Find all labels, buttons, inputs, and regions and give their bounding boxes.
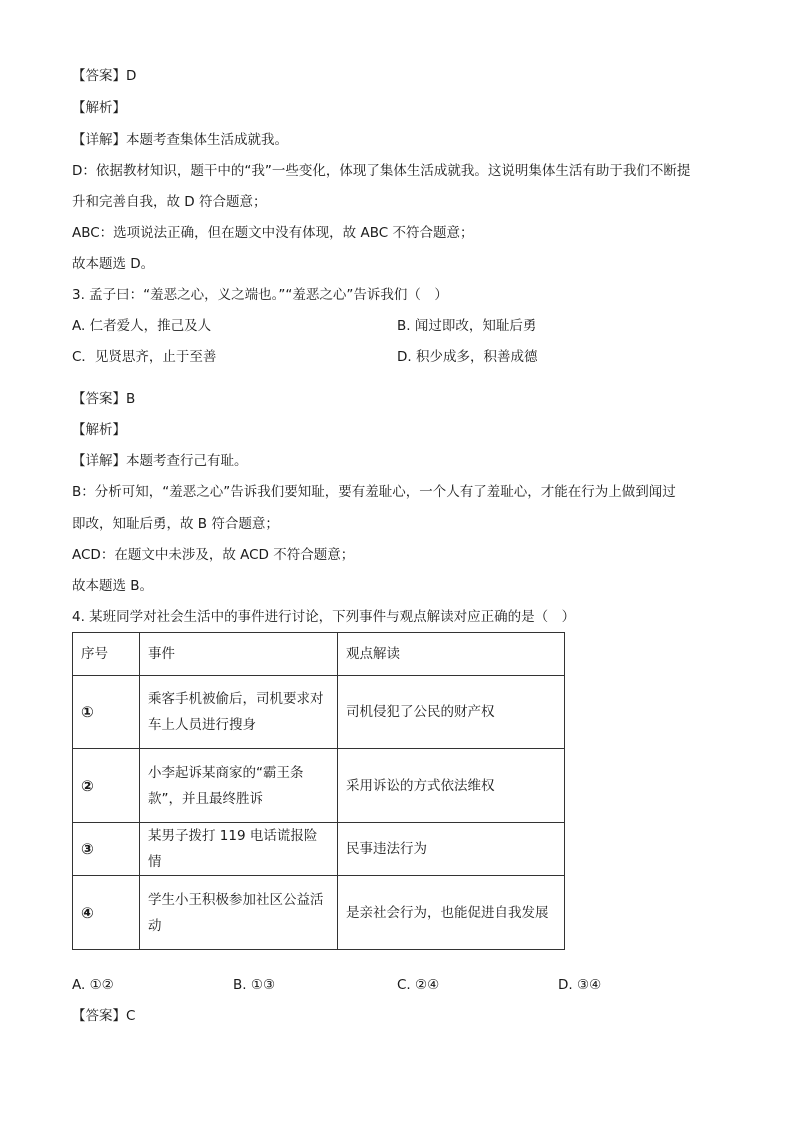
row-view: 民事违法行为 <box>338 823 565 876</box>
row-number: ① <box>73 676 140 749</box>
question-3-stem: 3. 孟子曰：“羞恶之心，义之端也。”“羞恶之心”告诉我们（ ） <box>72 287 448 303</box>
q3-option-a: A. 仁者爱人，推己及人 <box>72 318 212 334</box>
row-view: 采用诉讼的方式依法维权 <box>338 749 565 823</box>
answer-line-q4 <box>72 1006 135 1026</box>
explanation-acd: ACD：在题文中未涉及，故 ACD 不符合题意； <box>72 547 355 563</box>
conclusion: 故本题选 B。 <box>72 578 154 594</box>
row-event-line1: 小李起诉某商家的“霸王条 <box>148 764 304 781</box>
explanation-abc: ABC：选项说法正确，但在题文中没有体现，故 ABC 不符合题意； <box>72 225 474 241</box>
table-row <box>73 676 565 749</box>
header-view: 观点解读 <box>338 633 565 676</box>
row-event: 某男子拨打 119 电话谎报险情 <box>140 823 338 876</box>
detail-line <box>72 130 288 150</box>
explanation-b-line1: B：分析可知，“羞恶之心”告诉我们要知耻，要有羞耻心，一个人有了羞耻心，才能在行为上做到闻过 <box>72 484 676 500</box>
events-table <box>72 632 565 950</box>
answer-line-q2 <box>72 66 136 86</box>
row-event <box>140 676 338 749</box>
question-4-stem: 4. 某班同学对社会生活中的事件进行讨论，下列事件与观点解读对应正确的是（ ） <box>72 609 576 625</box>
answer-label: 【答案】 <box>72 391 126 407</box>
row-event-line2: 动 <box>148 917 162 934</box>
detail-text: 本题考查集体生活成就我。 <box>126 132 288 148</box>
row-view: 是亲社会行为，也能促进自我发展 <box>338 876 565 950</box>
answer-value: C <box>126 1008 136 1024</box>
row-event-line1: 学生小王积极参加社区公益活 <box>148 891 324 908</box>
detail-label: 【详解】 <box>72 453 126 469</box>
detail-line <box>72 451 248 471</box>
conclusion: 故本题选 D。 <box>72 256 155 272</box>
q3-option-d: D. 积少成多，积善成德 <box>397 349 538 365</box>
q4-option-c: C. ②④ <box>397 977 440 993</box>
answer-value: D <box>126 68 137 84</box>
header-event: 事件 <box>140 633 338 676</box>
row-number: ② <box>73 749 140 823</box>
answer-label: 【答案】 <box>72 68 126 84</box>
answer-label: 【答案】 <box>72 1008 126 1024</box>
detail-text: 本题考查行己有耻。 <box>126 453 248 469</box>
table-row <box>73 876 565 950</box>
table-header-row <box>73 633 565 676</box>
q4-option-d: D. ③④ <box>558 977 602 993</box>
q4-option-a: A. ①② <box>72 977 114 993</box>
q4-option-b: B. ①③ <box>233 977 276 993</box>
analysis-label: 【解析】 <box>72 100 126 116</box>
analysis-label: 【解析】 <box>72 422 126 438</box>
row-event-line1: 乘客手机被偷后，司机要求对 <box>148 691 324 707</box>
explanation-b-line2: 即改，知耻后勇，故 B 符合题意； <box>72 516 279 532</box>
table-row <box>73 749 565 823</box>
q3-option-b: B. 闻过即改，知耻后勇 <box>397 318 537 334</box>
row-number: ③ <box>73 823 140 876</box>
table-row <box>73 823 565 876</box>
row-number: ④ <box>73 876 140 950</box>
explanation-d-line1: D：依据教材知识，题干中的“我”一些变化，体现了集体生活成就我。这说明集体生活有助于我们不断提 <box>72 163 691 179</box>
row-view: 司机侵犯了公民的财产权 <box>338 676 565 749</box>
row-event-line2: 车上人员进行搜身 <box>148 717 256 733</box>
row-event-line2: 款”，并且最终胜诉 <box>148 790 263 807</box>
explanation-d-line2: 升和完善自我，故 D 符合题意； <box>72 194 267 210</box>
answer-value: B <box>126 391 136 407</box>
header-number: 序号 <box>73 633 140 676</box>
detail-label: 【详解】 <box>72 132 126 148</box>
row-event <box>140 749 338 823</box>
q3-option-c: C．见贤思齐，止于至善 <box>72 349 217 365</box>
row-event <box>140 876 338 950</box>
answer-line-q3 <box>72 389 135 409</box>
